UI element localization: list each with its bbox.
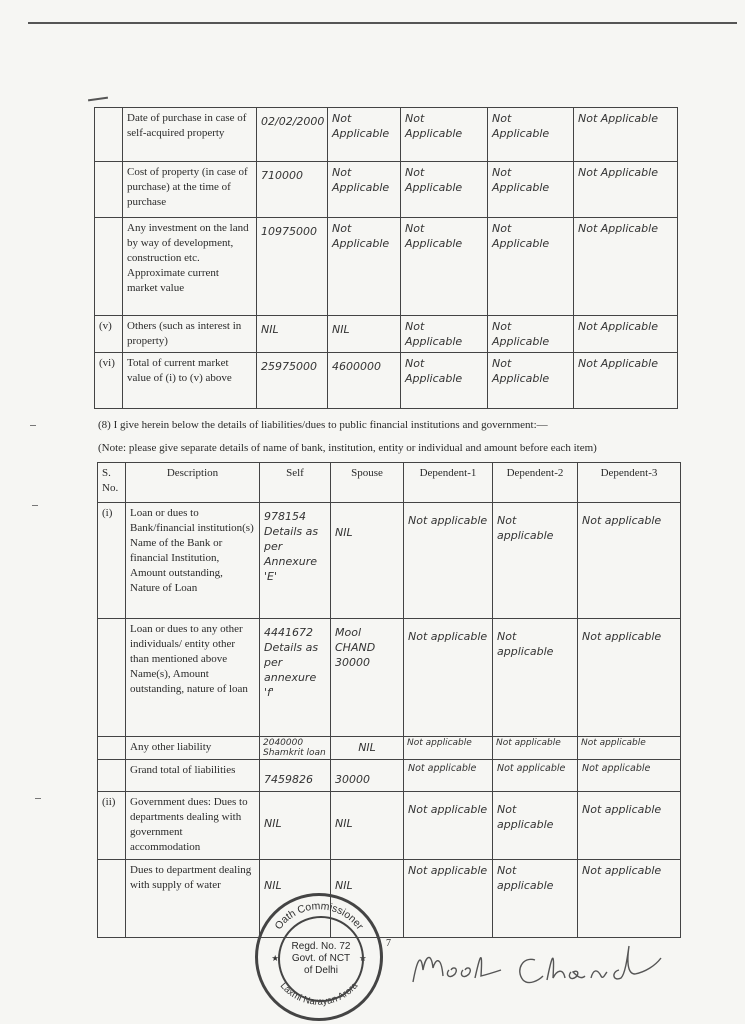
row-description: Any investment on the land by way of development, construction etc. Approximate current market value: [123, 218, 257, 316]
row-number: [98, 619, 126, 737]
header-description: Description: [126, 463, 260, 503]
dependent-1-value: Not Applicable: [401, 316, 488, 353]
self-value: 10975000: [257, 218, 328, 316]
margin-tick: [32, 505, 38, 506]
row-description: Total of current market value of (i) to (v) above: [123, 353, 257, 409]
signature: [405, 930, 665, 1000]
dependent-2-value: Not Applicable: [488, 108, 574, 162]
self-value: 978154 Details as per Annexure 'E': [260, 503, 331, 619]
self-value: 02/02/2000: [257, 108, 328, 162]
spouse-value: NIL: [331, 737, 404, 760]
row-number: (i): [98, 503, 126, 619]
header-dependent-3: Dependent-3: [578, 463, 681, 503]
dependent-2-value: Not Applicable: [488, 162, 574, 218]
table-row: [98, 737, 681, 760]
spouse-value: Not Applicable: [328, 108, 401, 162]
dependent-1-value: Not applicable: [404, 503, 493, 619]
header-spouse: Spouse: [331, 463, 404, 503]
row-description: Grand total of liabilities: [126, 760, 260, 792]
row-description: Others (such as interest in property): [123, 316, 257, 353]
stamp-delhi: of Delhi: [304, 965, 338, 976]
dependent-3-value: Not applicable: [578, 737, 681, 760]
table-row: [95, 316, 678, 353]
star-icon: ★: [271, 952, 280, 963]
dependent-3-value: Not Applicable: [574, 316, 678, 353]
row-description: Loan or dues to Bank/financial institution(s) Name of the Bank or financial Institution, Amount outstanding, Nature of Loan: [126, 503, 260, 619]
dependent-3-value: Not Applicable: [574, 108, 678, 162]
dependent-2-value: Not applicable: [493, 503, 578, 619]
table-header-row: [98, 463, 681, 503]
dependent-3-value: Not applicable: [578, 503, 681, 619]
dependent-1-value: Not applicable: [404, 619, 493, 737]
spouse-value: NIL: [331, 792, 404, 860]
table-row: [95, 162, 678, 218]
dependent-1-value: Not Applicable: [401, 353, 488, 409]
row-number: (v): [95, 316, 123, 353]
spouse-value: 4600000: [328, 353, 401, 409]
dependent-1-value: Not applicable: [404, 737, 493, 760]
liabilities-table: [97, 462, 681, 938]
dependent-1-value: Not applicable: [404, 760, 493, 792]
dependent-2-value: Not applicable: [493, 860, 578, 938]
self-value: 7459826: [260, 760, 331, 792]
stamp-center: [278, 916, 364, 1002]
dependent-1-value: Not Applicable: [401, 218, 488, 316]
row-number: [95, 162, 123, 218]
self-value: 2040000 Shamkrit loan: [260, 737, 331, 760]
dependent-2-value: Not Applicable: [488, 316, 574, 353]
dependent-3-value: Not Applicable: [574, 218, 678, 316]
row-description: Loan or dues to any other individuals/ entity other than mentioned above Name(s), Amount outstanding, nature of loan: [126, 619, 260, 737]
spouse-value: NIL: [331, 503, 404, 619]
stamp-govt: Govt. of NCT: [291, 953, 351, 964]
header-dependent-2: Dependent-2: [493, 463, 578, 503]
spouse-value: Not Applicable: [328, 162, 401, 218]
header-self: Self: [260, 463, 331, 503]
row-description: Cost of property (in case of purchase) at the time of purchase: [123, 162, 257, 218]
row-number: (ii): [98, 792, 126, 860]
row-description: Government dues: Dues to departments dealing with government accommodation: [126, 792, 260, 860]
self-value: NIL: [257, 316, 328, 353]
stamp-reg-no: Regd. No. 72: [291, 941, 351, 952]
table-row: [95, 218, 678, 316]
self-value: 4441672 Details as per annexure 'f': [260, 619, 331, 737]
row-number: (vi): [95, 353, 123, 409]
dependent-3-value: Not Applicable: [574, 162, 678, 218]
dependent-1-value: Not applicable: [404, 860, 493, 938]
dependent-2-value: Not Applicable: [488, 218, 574, 316]
self-value: NIL: [260, 792, 331, 860]
dependent-2-value: Not applicable: [493, 619, 578, 737]
spouse-value: NIL: [331, 860, 404, 938]
immovable-assets-table-continued: [94, 107, 678, 409]
stamp-top-text: Oath Commissioner: [273, 901, 365, 932]
table-row: [98, 760, 681, 792]
dependent-2-value: Not applicable: [493, 792, 578, 860]
stamp-bottom-text: Laxmi Narayan Arora: [277, 980, 361, 1008]
dependent-2-value: Not applicable: [493, 760, 578, 792]
table-row: [98, 860, 681, 938]
section-8-note: (Note: please give separate details of name of bank, institution, entity or individual and amount before each item): [98, 442, 597, 454]
page-number: 7: [386, 938, 391, 949]
margin-dash-mark: [88, 97, 108, 102]
dependent-2-value: Not applicable: [493, 737, 578, 760]
star-icon: ★: [359, 952, 367, 963]
row-number: [95, 218, 123, 316]
table-row: [98, 503, 681, 619]
dependent-1-value: Not applicable: [404, 792, 493, 860]
row-description: Any other liability: [126, 737, 260, 760]
dependent-3-value: Not Applicable: [574, 353, 678, 409]
self-value: 710000: [257, 162, 328, 218]
oath-commissioner-stamp: [255, 893, 383, 1021]
table-row: [95, 108, 678, 162]
row-number: [95, 108, 123, 162]
spouse-value: 30000: [331, 760, 404, 792]
table-row: [95, 353, 678, 409]
top-border-line: [28, 22, 737, 24]
margin-tick: [35, 798, 41, 799]
row-number: [98, 760, 126, 792]
table-row: [98, 619, 681, 737]
dependent-3-value: Not applicable: [578, 760, 681, 792]
header-sno: S. No.: [98, 463, 126, 503]
margin-tick: [30, 425, 36, 426]
section-8-heading: (8) I give herein below the details of liabilities/dues to public financial institutions and government:—: [98, 419, 548, 431]
row-description: Date of purchase in case of self-acquired property: [123, 108, 257, 162]
spouse-value: Mool CHAND 30000: [331, 619, 404, 737]
table-row: [98, 792, 681, 860]
dependent-3-value: Not applicable: [578, 619, 681, 737]
signature-text: Mool Chand: [405, 930, 411, 931]
self-value: NIL: [260, 860, 331, 938]
self-value: 25975000: [257, 353, 328, 409]
row-number: [98, 860, 126, 938]
row-description: Dues to department dealing with supply of water: [126, 860, 260, 938]
spouse-value: Not Applicable: [328, 218, 401, 316]
dependent-2-value: Not Applicable: [488, 353, 574, 409]
dependent-3-value: Not applicable: [578, 860, 681, 938]
dependent-1-value: Not Applicable: [401, 108, 488, 162]
spouse-value: NIL: [328, 316, 401, 353]
dependent-3-value: Not applicable: [578, 792, 681, 860]
header-dependent-1: Dependent-1: [404, 463, 493, 503]
dependent-1-value: Not Applicable: [401, 162, 488, 218]
row-number: [98, 737, 126, 760]
